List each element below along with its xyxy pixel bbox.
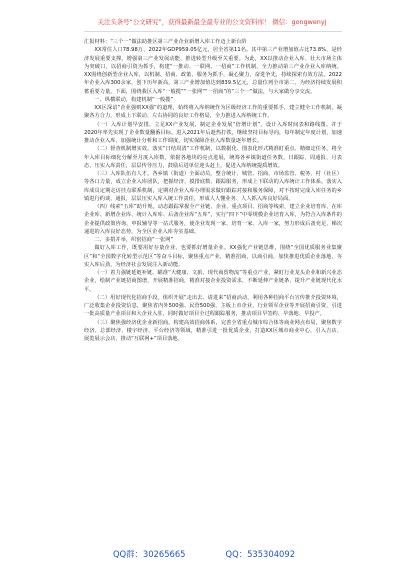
section-title: 二、多措并举，织密招商“一张网” [94,237,174,243]
paragraph: （二）督查机制增实效。落实“日结周清”工作机制，以数据化、图表化形式精准盯重点、精细定任务。将全年入库目标细化分解至月度入库数，依据各地块的亮点进展，统筹各乡镇街道任务数。日跟踪、周通报、月表态，压实入库责任，层层传导压力，鼓励后进单位迎头赶上，促进入库纳统提质增效。 [84,146,342,169]
paragraph: （二）用好现代化招商手段。组织开展“走出去、请进来”招商活动，利用各种招商平台宣传推介投资环境，广泛收集企业投资信息，聚焦省内外500强、民营500强、主板上市企业、行业领军企业等开展招商引资，引进一批高质量产业项目和大企业入驻，同时做好项目全过程跟踪服务，推动项目早签约、早落地、早投产。 [84,294,342,318]
intro-paragraph: XX常住人口78.98万，2022年GDP959.05亿元，居全省第11名。其中第三产业增加值占比73.8%，是经济发展重要支撑。增强第三产业发展动能、推进转型升级至关重要。为此，XX以推动企业入库、壮大市场主体为突破口，以招商引资为抓手，构建“一推动、一联网、一招商”工作机制，全力推动第三产业企业入库纳统。XX围绕创新型企业入库，以机制、招商、政策、服务为抓手，凝心聚力、奋进争先，持续探索有效方法，2022年企业入库300余家，创下历年新高，第三产业增加值达到839.5亿元，总量位列全市第二，为经济持续发展积蓄重要力量。下面，围绕我区入库“一般揽”“一张网”“一招商”的“三个一”做法，与大家做分享交流。 [84,47,342,95]
banner-text: 关注头条号“公文研究”，获得最新最全最专业的公文资料库！ 微信：gongwenyj [97,17,327,26]
paragraph: （一）入库计划早安排。立足XX产业发展，制定企业发展“倍增计划”，设计入库时间表和路线图。并于2020年率先实现了企业数量翻番目标。进入2021年后趁热打铁，继续坚持目标导向，每年制定年度计划，加速推动企业入库，加强统计分析和工作调度，切实保障企业入库数量逐年增长。 [84,121,342,144]
paragraph: （一）着力强链延链补链。瞄准“大健康、文旅、现代商贸物流”等重点产业，紧盯行业龙头企业和新兴业态企业，绘制产业链招商图谱，开展精准招商，精准对接企业投资需求，不断延伸产业链条，提升产业链现代化水平。 [84,270,342,293]
footer-qq: QQ：535304092 [225,549,296,559]
footer-contact [0,548,408,562]
header-divider [84,31,342,32]
paragraph: 做好入库工作，既要用好存量企业，也要抓好增量企业。XX强化产业链思维，围绕“全国优质服务业集聚区”和“全国数字化转型示范区”等奋斗目标，聚焦重点产业，精准招商，以商引商，加快推进优质企业落地，夯实入库后劲，为经济社会发展注入新动能。 [84,245,342,268]
document-heading: 汇报材料：“三个一”做法助推区第三产业企业新增入库工作迈上新台阶 [84,39,247,45]
paragraph: （三）入库队伍有人才。各乡镇（街道）全面动员，整合统计、城管、招商、市场监管、税务、村（社区）等各口力量，成立企业入库团队，把握经济、摸排底数、跟踪服务，形成上下联动的入库统计工作体系。落实入库成员定期走访挂点联系机制，定期对企业入库办理需求做好跟踪对接和服务保障，对不按时完成入库任务的乡镇进行约谈、通报，层层压实入库入统工作责任，形成人人懂业务、人人抓入库良好局面。 [84,171,342,202]
section-title: 一、纵横联动，构建机制“一般揽” [94,96,174,103]
footer-qq-group: QQ群：30265665 [112,549,186,559]
paragraph: （四）线索“五库”助升规。动态跟踪掌握全产业链、企业、重点项目、招商等线索，建立企业培育库、在库企业库、新增企业库、统计入库库、后备企业库“五库”，实行“四下”中零规模企业培育入库，为符合入库条件的企业提供政策咨询、申报辅导等一站式服务，使企业发现一家、培育一家、入库一家，努力形成后备充足、梯次递进的入库良好态势，为全区企业入库夯实基础。 [84,204,342,235]
document-body [84,38,342,343]
paragraph: XX区深谙“企业强则XX强”的道理，始终将入库纳统作为区级经济工作的重要抓手，建立健全工作机制，凝聚各方合力，形成上下联动、左右协同的良好工作格局，全力推进入库纳统工作。 [84,105,342,120]
paragraph: （三）聚焦强经济优企业新招商。构建高效招商体系，完善全省重点城市综合体等商业网点布局，聚焦数字经济、总部经济、楼宇经济、平台经济等领域，精准引进一批优质企业，打造XX区城市商业中心，引入吉店、展览展示会店，推动“互联网+”项目落地。 [84,319,342,342]
